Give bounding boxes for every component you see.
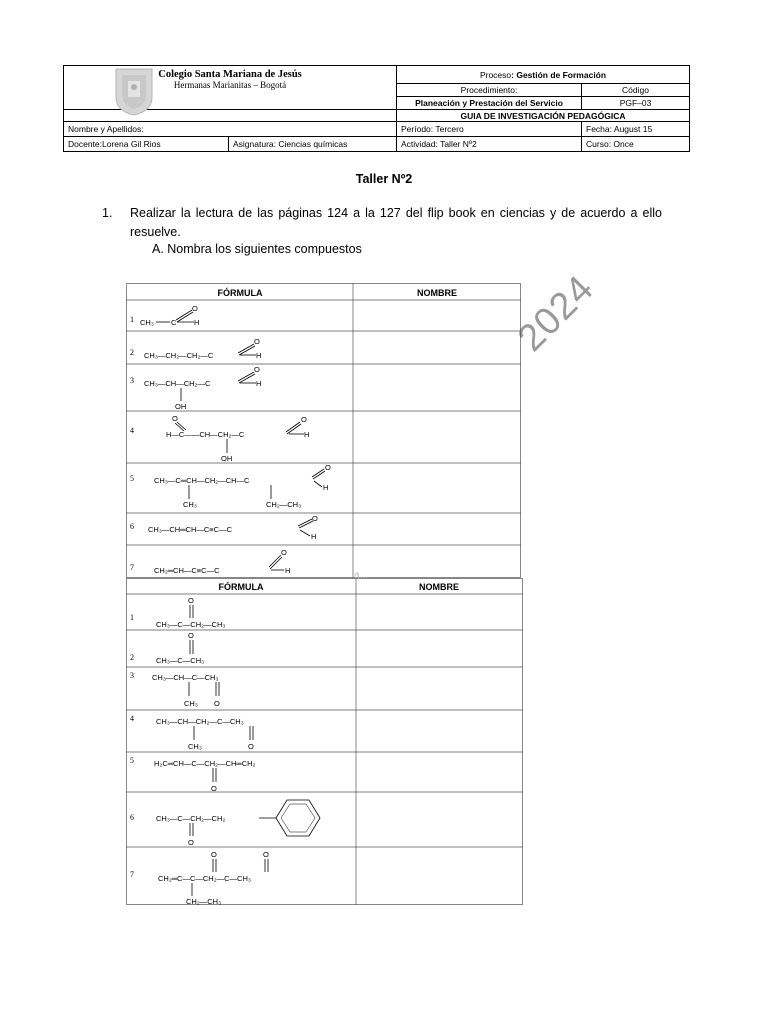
procedure-label: Procedimiento: [397, 84, 582, 97]
formula-table-aldehydes [126, 283, 522, 578]
svg-text:H: H [323, 483, 329, 492]
row-number: 6 [130, 522, 134, 531]
school-crest-logo [114, 67, 154, 117]
teacher-field: Docente:Lorena Gil Rios [64, 137, 229, 152]
svg-text:O: O [281, 548, 287, 557]
svg-text:CH₃—CH═CH—C≡C—C: CH₃—CH═CH—C≡C—C [148, 525, 232, 534]
structural-formula [152, 673, 220, 708]
svg-text:CH₃—C—CH₂—CH₃: CH₃—C—CH₂—CH₃ [156, 620, 226, 629]
question-text: Realizar la lectura de las páginas 124 a la 127 del flip book en ciencias y de acuerdo a ello resuelve. [130, 206, 662, 239]
svg-text:CH₃—CH—CH₂—C: CH₃—CH—CH₂—C [144, 379, 211, 388]
row-number: 3 [130, 671, 134, 680]
svg-text:O: O [211, 850, 217, 859]
school-subtitle: Hermanas Marianitas – Bogotá [173, 80, 287, 90]
formula-table-ketones [126, 578, 524, 905]
svg-text:CH₃—C—CH₂—CH₂: CH₃—C—CH₂—CH₂ [156, 814, 226, 823]
svg-text:O: O [301, 415, 307, 424]
row-number: 1 [130, 613, 134, 622]
svg-text:CH₃—C═CH—CH₂—CH—C: CH₃—C═CH—CH₂—CH—C [154, 476, 250, 485]
row-number: 4 [130, 426, 134, 435]
student-name-field: Nombre y Apellidos: [64, 122, 397, 137]
svg-text:O: O [248, 742, 254, 751]
svg-text:CH₃—C—CH₃: CH₃—C—CH₃ [156, 656, 205, 665]
svg-text:O: O [188, 838, 194, 847]
svg-text:CH₂—CH₃: CH₂—CH₃ [266, 500, 302, 509]
row-number: 3 [130, 376, 134, 385]
row-number: 2 [130, 653, 134, 662]
svg-text:O: O [214, 699, 220, 708]
structural-formula [166, 414, 309, 463]
question-1 [102, 204, 662, 242]
svg-text:O: O [192, 304, 198, 313]
row-number: 7 [130, 563, 134, 572]
svg-text:O: O [325, 463, 331, 472]
svg-text:H: H [194, 318, 200, 327]
course-field: Curso: Once [582, 137, 690, 152]
structural-formula [158, 850, 269, 905]
code-label: Código [582, 84, 690, 97]
row-number: 4 [130, 714, 134, 723]
column-header-formula: FÓRMULA [217, 288, 263, 298]
svg-text:OH: OH [221, 454, 233, 463]
row-number: 2 [130, 348, 134, 357]
svg-text:CH₃: CH₃ [188, 742, 202, 751]
svg-text:H: H [311, 532, 317, 541]
svg-text:H: H [285, 566, 291, 575]
svg-text:CH₂═CH—C≡C—C: CH₂═CH—C≡C—C [154, 566, 220, 575]
school-name: Colegio Santa Mariana de Jesús [158, 69, 302, 80]
svg-text:H: H [304, 430, 310, 439]
benzene-ring [276, 800, 320, 836]
column-header-formula: FÓRMULA [218, 582, 264, 592]
process-title: Proceso: Gestión de Formación [397, 66, 690, 84]
svg-text:O: O [188, 596, 194, 605]
page-title: Taller Nº2 [355, 172, 413, 186]
row-number: 1 [130, 315, 134, 324]
question-number: 1. [102, 206, 113, 220]
question-subitem: A. Nombra los siguientes compuestos [152, 242, 362, 256]
structural-formula [156, 631, 204, 665]
svg-text:CH₃—CH—C—CH₃: CH₃—CH—C—CH₃ [152, 673, 219, 682]
watermark-year: 2024 [510, 267, 603, 360]
structural-formula [154, 759, 256, 793]
activity-field: Actividad: Taller Nº2 [397, 137, 582, 152]
svg-text:O: O [254, 337, 260, 346]
code-value: PGF–03 [582, 97, 690, 110]
row-number: 5 [130, 474, 134, 483]
guide-title: GUIA DE INVESTIGACIÓN PEDAGÓGICA [397, 110, 690, 122]
structural-formula [148, 514, 318, 541]
column-header-name: NOMBRE [417, 288, 457, 298]
watermark-fragment: a... [354, 570, 368, 581]
svg-text:CH₃—CH₂—CH₂—C: CH₃—CH₂—CH₂—C [144, 351, 214, 360]
svg-text:H: H [256, 379, 262, 388]
svg-text:O: O [312, 514, 318, 523]
column-header-name: NOMBRE [419, 582, 459, 592]
structural-formula [154, 548, 290, 575]
procedure-value: Planeación y Prestación del Servicio [397, 97, 582, 110]
subject-field: Asignatura: Ciencias químicas [229, 137, 397, 152]
svg-text:H₂C═CH—C—CH₂—CH═CH₂: H₂C═CH—C—CH₂—CH═CH₂ [154, 759, 256, 768]
structural-formula [156, 800, 320, 847]
structural-formula [156, 717, 254, 751]
svg-text:O: O [211, 784, 217, 793]
structural-formula [154, 463, 331, 509]
svg-text:O: O [254, 365, 260, 374]
structural-formula [140, 304, 199, 327]
row-number: 7 [130, 870, 134, 879]
period-field: Período: Tercero [397, 122, 582, 137]
svg-text:CH₂—CH₃: CH₂—CH₃ [186, 897, 222, 905]
svg-text:H—C——CH—CH₂—C: H—C——CH—CH₂—C [166, 430, 245, 439]
svg-text:O: O [188, 631, 194, 640]
svg-text:C: C [171, 318, 177, 327]
structural-formula [144, 365, 261, 411]
svg-text:CH₃—CH—CH₂—C—CH₃: CH₃—CH—CH₂—C—CH₃ [156, 717, 244, 726]
svg-text:CH₃: CH₃ [184, 699, 198, 708]
row-number: 6 [130, 813, 134, 822]
svg-text:OH: OH [175, 402, 187, 411]
header-table [63, 65, 690, 152]
row-number: 5 [130, 756, 134, 765]
structural-formula [144, 337, 261, 360]
svg-text:H: H [256, 351, 262, 360]
svg-text:CH₃: CH₃ [183, 500, 197, 509]
svg-text:O: O [263, 850, 269, 859]
date-field: Fecha: August 15 [582, 122, 690, 137]
svg-text:O: O [172, 414, 178, 423]
structural-formula [156, 596, 225, 629]
svg-text:CH₃: CH₃ [140, 318, 154, 327]
svg-text:CH₂═C—C—CH₂—C—CH₃: CH₂═C—C—CH₂—C—CH₃ [158, 874, 251, 883]
